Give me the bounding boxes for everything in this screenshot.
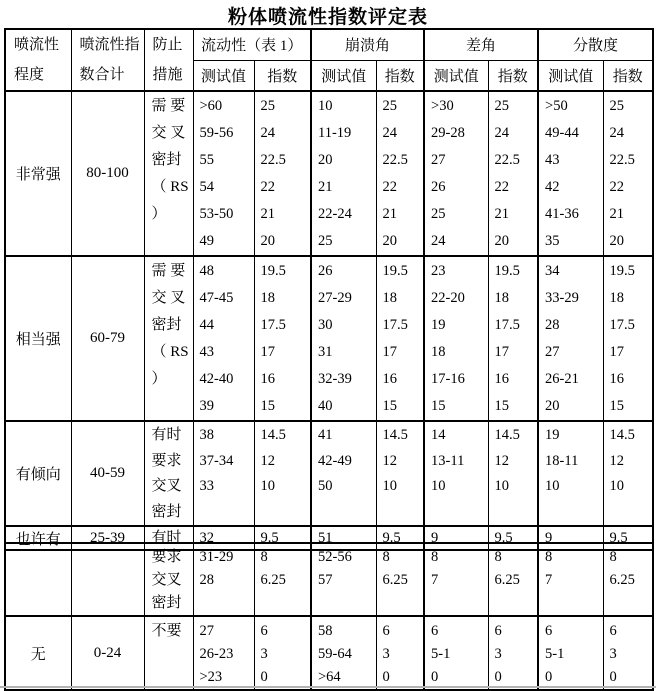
cell-line: 41-36 (545, 206, 579, 222)
cell-line: 6 (494, 623, 502, 639)
cell-line: 27 (199, 623, 214, 639)
cell-line: （ RS (151, 344, 189, 360)
cell-line: 40 (318, 398, 333, 414)
cell-line: 59-56 (199, 125, 234, 141)
cell-collapse-test (311, 543, 376, 616)
cell-measures (144, 543, 193, 616)
cell-collapse-test (311, 256, 376, 421)
cell-line: 0 (609, 669, 617, 685)
cell-line: 6 (545, 623, 553, 639)
cell-disp-test (538, 421, 603, 526)
cell-line: 54 (199, 179, 214, 195)
cell-line: 22.5 (260, 152, 286, 168)
cell-line: 12 (494, 452, 510, 469)
cell-line: 23 (431, 263, 446, 279)
cell-line: 26-21 (545, 371, 579, 387)
cell-line: 15 (431, 398, 446, 414)
cell-flow-index (254, 616, 311, 690)
table-row (5, 421, 653, 526)
header-measures-line1: 防止 (152, 37, 183, 53)
cell-line: 17.5 (260, 317, 286, 333)
cell-flow-test (193, 91, 254, 256)
cell-collapse-index (376, 543, 424, 616)
cell-line: 19.5 (609, 263, 635, 279)
cell-total (71, 543, 144, 616)
cell-diff-index (488, 421, 538, 526)
cell-line: 26 (431, 179, 446, 195)
cell-line: 21 (260, 206, 275, 222)
cell-line: 43 (199, 344, 214, 360)
cell-line: 8 (260, 549, 268, 565)
cell-line: 49 (199, 233, 214, 249)
cell-line: 25 (382, 98, 398, 114)
cell-collapse-test (311, 616, 376, 690)
cell-line: 41 (318, 427, 333, 443)
cell-line: 53-50 (199, 206, 234, 222)
cell-line: 交叉 (151, 572, 182, 588)
cell-line: 18 (260, 290, 275, 306)
cell-line: 17.5 (382, 317, 408, 333)
cell-line: 16 (260, 371, 275, 387)
cell-line: 59-64 (318, 646, 352, 662)
table-row (5, 256, 653, 421)
cell-line: 9.5 (382, 530, 401, 546)
cell-line: 31-29 (199, 549, 234, 565)
cell-disp-test (538, 616, 603, 690)
cell-line: 9.5 (494, 530, 513, 546)
cell-line: 10 (382, 478, 398, 494)
cell-line: 44 (199, 317, 214, 333)
header-measures (144, 29, 193, 91)
cell-measures (144, 256, 193, 421)
cell-line: 18 (494, 290, 510, 306)
cell-diff-index (488, 256, 538, 421)
cell-degree: 有倾向 (5, 421, 71, 526)
cell-line: 14.5 (260, 427, 286, 443)
cell-line: 3 (260, 646, 268, 662)
cell-line: 49-44 (545, 125, 579, 141)
cell-line: 14.5 (494, 427, 520, 443)
cell-line: 12 (260, 452, 275, 469)
cell-line: 33-29 (545, 290, 579, 306)
cell-line: 47-45 (199, 290, 234, 306)
cell-diff-test (424, 421, 488, 526)
cell-line: 43 (545, 152, 560, 168)
header-total (71, 29, 144, 91)
header-total-line1: 喷流性指 (79, 37, 140, 53)
cell-line: 48 (199, 263, 214, 279)
cell-line: 42-40 (199, 371, 234, 387)
cell-line: 22.5 (609, 152, 635, 168)
index-table-bottom (4, 542, 654, 691)
cell-line: 19.5 (494, 263, 520, 279)
cell-flow-test (193, 421, 254, 526)
cell-line: 22 (609, 179, 625, 195)
cell-line: 28 (545, 317, 560, 333)
cell-line: 20 (545, 398, 560, 414)
cell-line: 57 (318, 572, 333, 588)
cell-line: 22 (494, 179, 510, 195)
cell-line: 32-39 (318, 371, 352, 387)
table-header (5, 29, 653, 91)
cell-line: 18-11 (545, 452, 579, 469)
header-degree-line2: 程度 (14, 67, 45, 83)
header-group-dispersion: 分散度 (538, 29, 653, 60)
cell-line: 20 (494, 233, 510, 249)
cell-collapse-index (376, 91, 424, 256)
header-degree (5, 29, 71, 91)
cell-degree (5, 543, 71, 616)
table-row (5, 543, 653, 616)
cell-flow-test (193, 256, 254, 421)
cell-disp-index (603, 91, 653, 256)
cell-collapse-test (311, 421, 376, 526)
cell-line: 39 (199, 398, 214, 414)
cell-diff-index (488, 91, 538, 256)
cell-line: 15 (494, 398, 510, 414)
page-title: 粉体喷流性指数评定表 (227, 7, 428, 28)
cell-line: ） (151, 206, 167, 222)
cell-line: 42-49 (318, 452, 352, 469)
cell-line: 19 (545, 427, 560, 443)
cell-line: 24 (382, 125, 398, 141)
cell-diff-test (424, 543, 488, 616)
cell-line: 3 (609, 646, 617, 662)
header-diff-test: 测试值 (424, 60, 488, 91)
header-row-groups (5, 29, 653, 60)
cell-line: 52-56 (318, 549, 352, 565)
cell-total: 25-39 (71, 526, 144, 550)
cell-line: >23 (199, 669, 223, 685)
cell-line: 交叉 (151, 478, 182, 494)
cell-line: 27 (431, 152, 446, 168)
cell-degree: 非常强 (5, 91, 71, 256)
cell-degree: 相当强 (5, 256, 71, 421)
cell-line: 8 (382, 549, 390, 565)
cell-line: 25 (609, 98, 625, 114)
cell-line: 26-23 (199, 646, 234, 662)
cell-line: 21 (494, 206, 510, 222)
cell-line: 6.25 (494, 572, 520, 588)
cell-flow-index (254, 256, 311, 421)
cell-line: 3 (382, 646, 390, 662)
cell-line: 17 (260, 344, 275, 360)
cell-line: 34 (545, 263, 560, 279)
cell-line: 25 (431, 206, 446, 222)
cell-line: 18 (382, 290, 398, 306)
cell-line: 8 (609, 549, 617, 565)
cell-line: 需 要 (151, 263, 186, 279)
cell-line: 22-20 (431, 290, 465, 306)
cell-line: 13-11 (431, 452, 465, 469)
cell-line: 8 (431, 549, 439, 565)
cell-total: 40-59 (71, 421, 144, 526)
cell-line: 21 (609, 206, 625, 222)
cell-line: 14 (431, 427, 446, 443)
cell-line: 16 (609, 371, 625, 387)
cell-line: ） (151, 371, 167, 387)
cell-line: 密封 (151, 152, 182, 168)
cell-line: 9.5 (260, 530, 279, 546)
table-row (5, 91, 653, 256)
cell-line: 6 (609, 623, 617, 639)
cell-line: 22-24 (318, 206, 352, 222)
cell-line: 5-1 (431, 646, 451, 662)
cell-line: 10 (431, 478, 446, 494)
cell-line: 10 (318, 98, 333, 114)
cell-line: 20 (609, 233, 625, 249)
cell-line: 交 叉 (151, 290, 186, 306)
cell-line: 0 (431, 669, 439, 685)
cell-line: 19.5 (260, 263, 286, 279)
cell-line: 有时 (151, 427, 182, 443)
cell-measures (144, 421, 193, 526)
cell-total: 60-79 (71, 256, 144, 421)
header-collapse-test: 测试值 (311, 60, 376, 91)
cell-diff-test (424, 616, 488, 690)
cell-line: 密封 (151, 595, 182, 611)
cell-line: 22 (260, 179, 275, 195)
cell-line: >30 (431, 98, 454, 114)
cell-line: 11-19 (318, 125, 352, 141)
cell-line: 38 (199, 427, 214, 443)
cell-disp-index (603, 256, 653, 421)
cell-disp-index (603, 421, 653, 526)
cell-line: 9.5 (609, 530, 628, 546)
cell-collapse-index (376, 421, 424, 526)
cell-line: 20 (382, 233, 398, 249)
cell-line: 要求 (151, 452, 182, 469)
cell-line: 17 (382, 344, 398, 360)
header-disp-index: 指数 (603, 60, 653, 91)
cell-line: 31 (318, 344, 333, 360)
cell-line: 15 (382, 398, 398, 414)
cell-flow-index (254, 91, 311, 256)
cell-line: 22 (382, 179, 398, 195)
cell-line: 6.25 (609, 572, 635, 588)
cell-line: 10 (545, 478, 560, 494)
cell-line: 20 (318, 152, 333, 168)
cell-line: 0 (494, 669, 502, 685)
cell-line: 19.5 (382, 263, 408, 279)
cell-line: 9 (431, 530, 439, 546)
cell-line: 0 (260, 669, 268, 685)
header-measures-line2: 措施 (152, 67, 183, 83)
header-collapse-index: 指数 (376, 60, 424, 91)
cell-line: 12 (382, 452, 398, 469)
header-total-line2: 数合计 (79, 67, 125, 83)
cell-line: 14.5 (609, 427, 635, 443)
cell-line: 6 (382, 623, 390, 639)
cell-disp-index (603, 616, 653, 690)
cell-disp-test (538, 256, 603, 421)
header-group-flowability: 流动性（表 1） (193, 29, 311, 60)
cell-diff-index (488, 616, 538, 690)
cell-degree: 无 (5, 616, 71, 690)
cell-line: 42 (545, 179, 560, 195)
cell-line: 58 (318, 623, 333, 639)
cell-line: 18 (431, 344, 446, 360)
cell-line: >60 (199, 98, 223, 114)
cell-line: 不要 (151, 623, 182, 639)
header-degree-line1: 喷流性 (14, 37, 60, 53)
cell-line: 21 (382, 206, 398, 222)
cell-line: 16 (494, 371, 510, 387)
cell-line: 21 (318, 179, 333, 195)
cell-line: 有时 (151, 530, 182, 546)
cell-line: 17 (494, 344, 510, 360)
cell-line: 10 (609, 478, 625, 494)
cell-line: 25 (260, 98, 275, 114)
cell-line: 29-28 (431, 125, 465, 141)
cell-collapse-index (376, 616, 424, 690)
cell-degree: 也许有 (5, 526, 71, 550)
cell-line: 7 (431, 572, 439, 588)
cell-line: 0 (545, 669, 553, 685)
cell-line: 要求 (151, 549, 182, 565)
cell-disp-test (538, 543, 603, 616)
cell-line: 15 (260, 398, 275, 414)
cell-diff-test (424, 91, 488, 256)
cell-line: 18 (609, 290, 625, 306)
cell-line: （ RS (151, 179, 189, 195)
header-flow-index: 指数 (254, 60, 311, 91)
cell-line: 25 (494, 98, 510, 114)
header-disp-test: 测试值 (538, 60, 603, 91)
cell-line: 51 (318, 530, 333, 546)
cell-line: 33 (199, 478, 214, 494)
cell-line: 0 (382, 669, 390, 685)
cell-disp-test (538, 91, 603, 256)
cell-line: 24 (431, 233, 446, 249)
cell-line: 需 要 (151, 98, 186, 114)
cell-line: 50 (318, 478, 333, 494)
cell-line: 22.5 (494, 152, 520, 168)
cell-line: 28 (199, 572, 214, 588)
cell-line: 24 (609, 125, 625, 141)
cell-line: 3 (494, 646, 502, 662)
cell-line: 25 (318, 233, 333, 249)
cell-line: 5-1 (545, 646, 565, 662)
cell-collapse-test (311, 91, 376, 256)
cell-disp-index (603, 543, 653, 616)
cell-line: 27-29 (318, 290, 352, 306)
cell-line: 37-34 (199, 452, 234, 469)
cell-line: 8 (545, 549, 553, 565)
cell-line: 6.25 (382, 572, 408, 588)
cell-line: 6.25 (260, 572, 286, 588)
cell-line: 19 (431, 317, 446, 333)
cell-line: 密封 (151, 503, 182, 520)
header-diff-index: 指数 (488, 60, 538, 91)
cell-flow-test (193, 616, 254, 690)
cell-line: 22.5 (382, 152, 408, 168)
cell-flow-test (193, 543, 254, 616)
header-group-collapse-angle: 崩溃角 (311, 29, 424, 60)
cell-diff-index (488, 543, 538, 616)
cell-line: 35 (545, 233, 560, 249)
cell-line: >50 (545, 98, 568, 114)
cell-total: 80-100 (71, 91, 144, 256)
cell-measures (144, 616, 193, 690)
cell-line: 17 (609, 344, 625, 360)
cell-line: 10 (494, 478, 510, 494)
cell-line: 32 (199, 530, 214, 546)
cell-line: >64 (318, 669, 341, 685)
header-flow-test: 测试值 (193, 60, 254, 91)
cell-line: 密封 (151, 317, 182, 333)
cell-line: 6 (260, 623, 268, 639)
cell-line: 10 (260, 478, 275, 494)
cell-line: 26 (318, 263, 333, 279)
cell-line: 30 (318, 317, 333, 333)
header-group-difference-angle: 差角 (424, 29, 538, 60)
cell-flow-index (254, 543, 311, 616)
cell-line: 6 (431, 623, 439, 639)
cell-collapse-index (376, 256, 424, 421)
table-row (5, 616, 653, 690)
cell-line: 17.5 (494, 317, 520, 333)
cell-line: 15 (609, 398, 625, 414)
cell-line: 12 (609, 452, 625, 469)
cell-line: 20 (260, 233, 275, 249)
cell-line: 9 (545, 530, 553, 546)
cell-total: 0-24 (71, 616, 144, 690)
cell-line: 55 (199, 152, 214, 168)
cell-line: 交 叉 (151, 125, 186, 141)
cell-line: 8 (494, 549, 502, 565)
cell-flow-index (254, 421, 311, 526)
cell-line: 17-16 (431, 371, 465, 387)
cell-line: 16 (382, 371, 398, 387)
cell-diff-test (424, 256, 488, 421)
cell-line: 27 (545, 344, 560, 360)
cell-line: 24 (260, 125, 275, 141)
cell-line: 24 (494, 125, 510, 141)
cell-line: 17.5 (609, 317, 635, 333)
cell-line: 14.5 (382, 427, 408, 443)
cell-line: 7 (545, 572, 553, 588)
cell-measures (144, 91, 193, 256)
index-table-main (4, 28, 654, 551)
